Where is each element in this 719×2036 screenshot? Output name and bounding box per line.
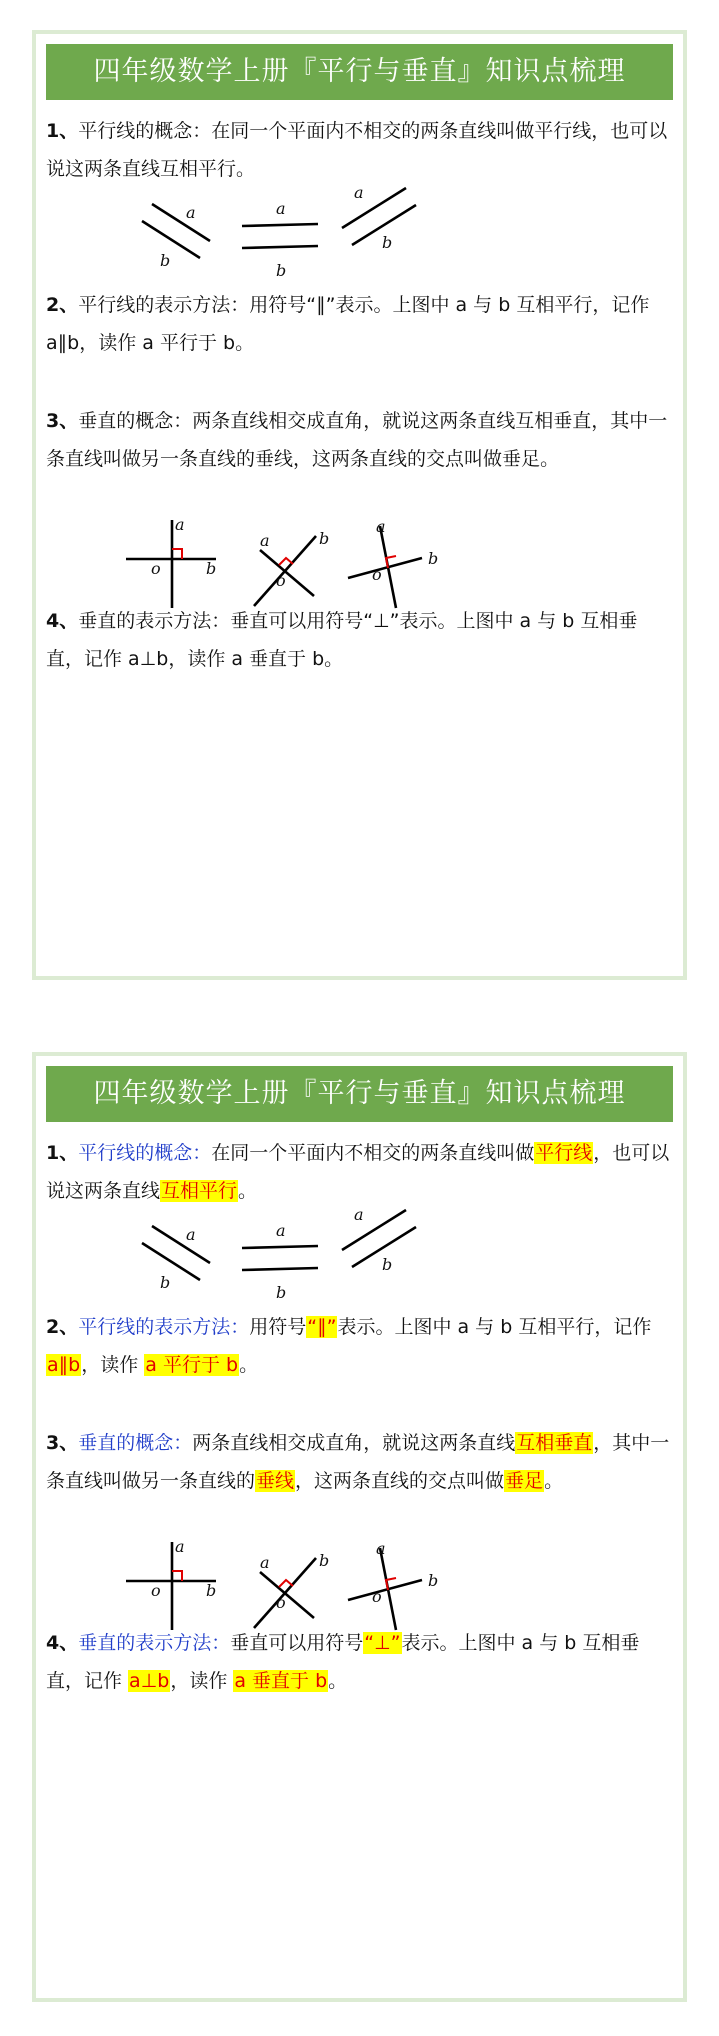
svg-text:a: a <box>260 531 270 550</box>
svg-text:b: b <box>382 233 393 252</box>
svg-text:a: a <box>186 1225 196 1244</box>
svg-text:b: b <box>428 549 439 568</box>
svg-text:a: a <box>276 1221 286 1240</box>
svg-text:b: b <box>160 1273 171 1292</box>
section-1-highlighted: 1、平行线的概念：在同一个平面内不相交的两条直线叫做平行线，也可以说这两条直线互相平行。 <box>46 1142 670 1202</box>
svg-text:b: b <box>206 559 217 578</box>
svg-text:b: b <box>160 251 171 270</box>
svg-text:a: a <box>354 1205 364 1224</box>
svg-text:a: a <box>175 515 185 534</box>
section-1: 1、平行线的概念：在同一个平面内不相交的两条直线叫做平行线，也可以说这两条直线互相平行。 <box>46 120 668 180</box>
svg-text:b: b <box>319 1551 330 1570</box>
svg-text:b: b <box>382 1255 393 1274</box>
svg-text:o: o <box>372 1587 382 1606</box>
svg-text:o: o <box>276 1593 286 1612</box>
svg-text:o: o <box>276 571 286 590</box>
svg-text:a: a <box>186 203 196 222</box>
svg-text:a: a <box>354 183 364 202</box>
card-highlighted <box>32 1052 687 2002</box>
svg-text:o: o <box>151 1581 161 1600</box>
page-title: 四年级数学上册『平行与垂直』知识点梳理 <box>46 44 673 100</box>
svg-text:a: a <box>175 1537 185 1556</box>
section-3: 3、垂直的概念：两条直线相交成直角，就说这两条直线互相垂直，其中一条直线叫做另一条直线的垂线，这两条直线的交点叫做垂足。 <box>46 410 668 470</box>
parallel-lines-figure <box>36 174 683 284</box>
svg-text:b: b <box>319 529 330 548</box>
section-3-highlighted: 3、垂直的概念：两条直线相交成直角，就说这两条直线互相垂直，其中一条直线叫做另一条直线的垂线，这两条直线的交点叫做垂足。 <box>46 1432 670 1492</box>
card-plain <box>32 30 687 980</box>
svg-text:a: a <box>376 1539 386 1558</box>
svg-text:a: a <box>260 1553 270 1572</box>
section-4-highlighted: 4、垂直的表示方法：垂直可以用符号“⊥”表示。上图中 a 与 b 互相垂直，记作 a⊥b，读作 a 垂直于 b。 <box>46 1632 640 1692</box>
parallel-lines-figure-2 <box>36 1196 683 1306</box>
svg-text:b: b <box>276 261 287 280</box>
svg-text:a: a <box>276 199 286 218</box>
svg-text:o: o <box>372 565 382 584</box>
section-4: 4、垂直的表示方法：垂直可以用符号“⊥”表示。上图中 a 与 b 互相垂直，记作 a⊥b，读作 a 垂直于 b。 <box>46 610 638 670</box>
svg-text:b: b <box>428 1571 439 1590</box>
section-2: 2、平行线的表示方法：用符号“∥”表示。上图中 a 与 b 互相平行，记作 a∥b，读作 a 平行于 b。 <box>46 294 650 354</box>
svg-text:a: a <box>376 517 386 536</box>
svg-text:o: o <box>151 559 161 578</box>
svg-text:b: b <box>276 1283 287 1302</box>
section-2-highlighted: 2、平行线的表示方法：用符号“∥”表示。上图中 a 与 b 互相平行，记作 a∥b，读作 a 平行于 b。 <box>46 1316 652 1376</box>
svg-text:b: b <box>206 1581 217 1600</box>
page-title-highlighted: 四年级数学上册『平行与垂直』知识点梳理 <box>46 1066 673 1122</box>
